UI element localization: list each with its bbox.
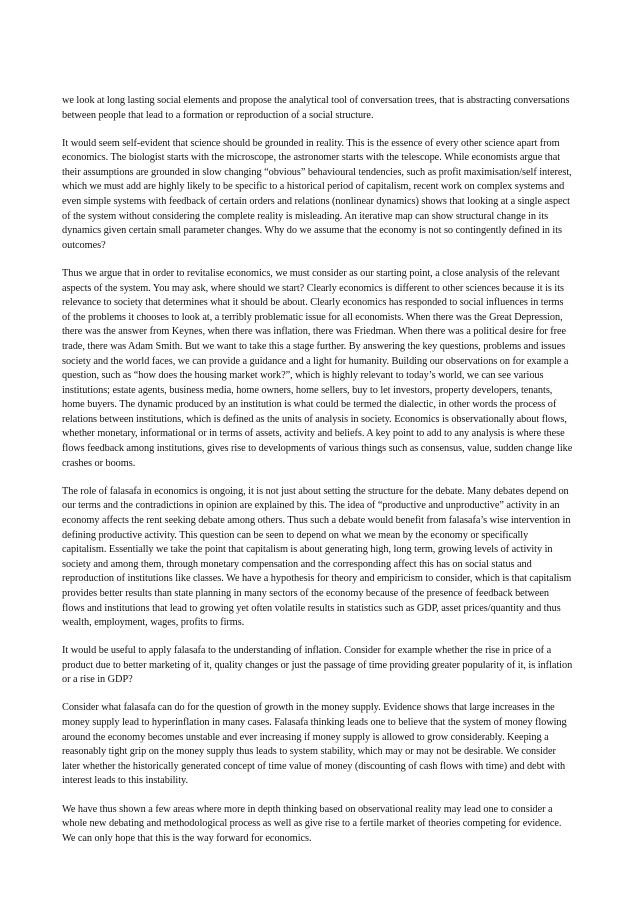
paragraph-inflation: It would be useful to apply falasafa to the understanding of inflation. Consider for example whether the rise in price of a product due to better marketing of it, quality changes or just the passage of time providing greater popularity of it, is inflation or a rise in GDP? — [62, 645, 573, 686]
paragraph-conclusion: We have thus shown a few areas where more in depth thinking based on observational reality may lead one to consider a whole new debating and methodological process as well as give rise to a fertile market of theories competing for evidence. We can only hope that this is the way forward for economics. — [62, 803, 562, 844]
paragraph-science-grounded-in-reality: It would seem self-evident that science should be grounded in reality. This is the essence of every other science apart from economics. The biologist starts with the microscope, the astronomer starts with the telescope. While economists argue that their assumptions are grounded in slow changing “obvious” behavioural tendencies, such as profit maximisation/self interest, which we must add are highly likely to be specific to a historical period of capitalism, recent work on complex systems and even simple systems with feedback of certain orders and relations (nonlinear dynamics) shows that looking at a single aspect of the system without considering the complete reality is misleading. An iterative map can show structural change in its dynamics given certain small parameter changes. Why do we assume that the economy is not so contingently defined in its outcomes? — [62, 137, 572, 251]
paragraph-revitalise-economics: Thus we argue that in order to revitalise economics, we must consider as our starting point, a close analysis of the relevant aspects of the system. You may ask, where should we start? Clearly economics is different to other sciences because it is its relevance to society that determines what it should be about. Clearly economics has responded to social influences in terms of the problems it chooses to look at, a terribly problematic issue for all economists. When there was the Great Depression, there was the answer from Keynes, when there was inflation, there was Friedman. When there was a political desire for free trade, there was Adam Smith. But we want to take this a stage further. By answering the key questions, problems and issues society and the world faces, we can provide a guidance and a light for humanity. Building our observations on for example a question, such as “how does the housing market work?”, which is highly relevant to today’s world, we can see various institutions; estate agents, business media, home owners, home sellers, buy to let investors, property developers, tenants, home buyers. The dynamic produced by an institution is what could be termed the dialectic, in other words the process of relations between institutions, which is defined as the units of analysis in society. Economics is observationally about flows, whether monetary, informational or in terms of assets, activity and beliefs. A key point to add to any analysis is where these flows feedback among institutions, gives rise to developments of various things such as consensus, value, sudden change like crashes or booms. — [62, 267, 573, 469]
paragraph-conversation-trees: we look at long lasting social elements and propose the analytical tool of conversation trees, that is abstracting conversations between people that lead to a formation or reproduction of a social structure. — [62, 95, 570, 121]
paragraph-role-of-falasafa: The role of falasafa in economics is ongoing, it is not just about setting the structure for the debate. Many debates depend on our terms and the contradictions in opinion are explained by this. The idea of “productive and unproductive” activity in an economy affects the rent seeking debate among others. Thus such a debate would benefit from falasafa’s wise intervention in defining productive activity. This question can be seen to depend on what we mean by the economy or specifically capitalism. Essentially we take the point that capitalism is about generating high, long term, growing levels of activity in society and among them, through monetary compensation and the corresponding affect this has on social status and reproduction of institutions like classes. We have a hypothesis for theory and empiricism to consider, which is that capitalism provides better results than state planning in many sectors of the economy because of the presence of feedback between flows and institutions that lead to growing yet often volatile results in statistics such as GDP, asset prices/quantity and thus wealth, employment, wages, profits to firms. — [62, 485, 572, 629]
paragraph-money-supply: Consider what falasafa can do for the question of growth in the money supply. Evidence shows that large increases in the money supply lead to hyperinflation in many cases. Falasafa thinking leads one to believe that the system of money flowing around the economy becomes unstable and ever increasing if money supply is allowed to grow considerably. Keeping a reasonably tight grip on the money supply thus leads to system stability, which may or may not be desirable. We consider later whether the historically generated concept of time value of money (discounting of cash flows with time) and debt with interest leads to this instability. — [62, 702, 567, 787]
document-page — [62, 94, 574, 860]
